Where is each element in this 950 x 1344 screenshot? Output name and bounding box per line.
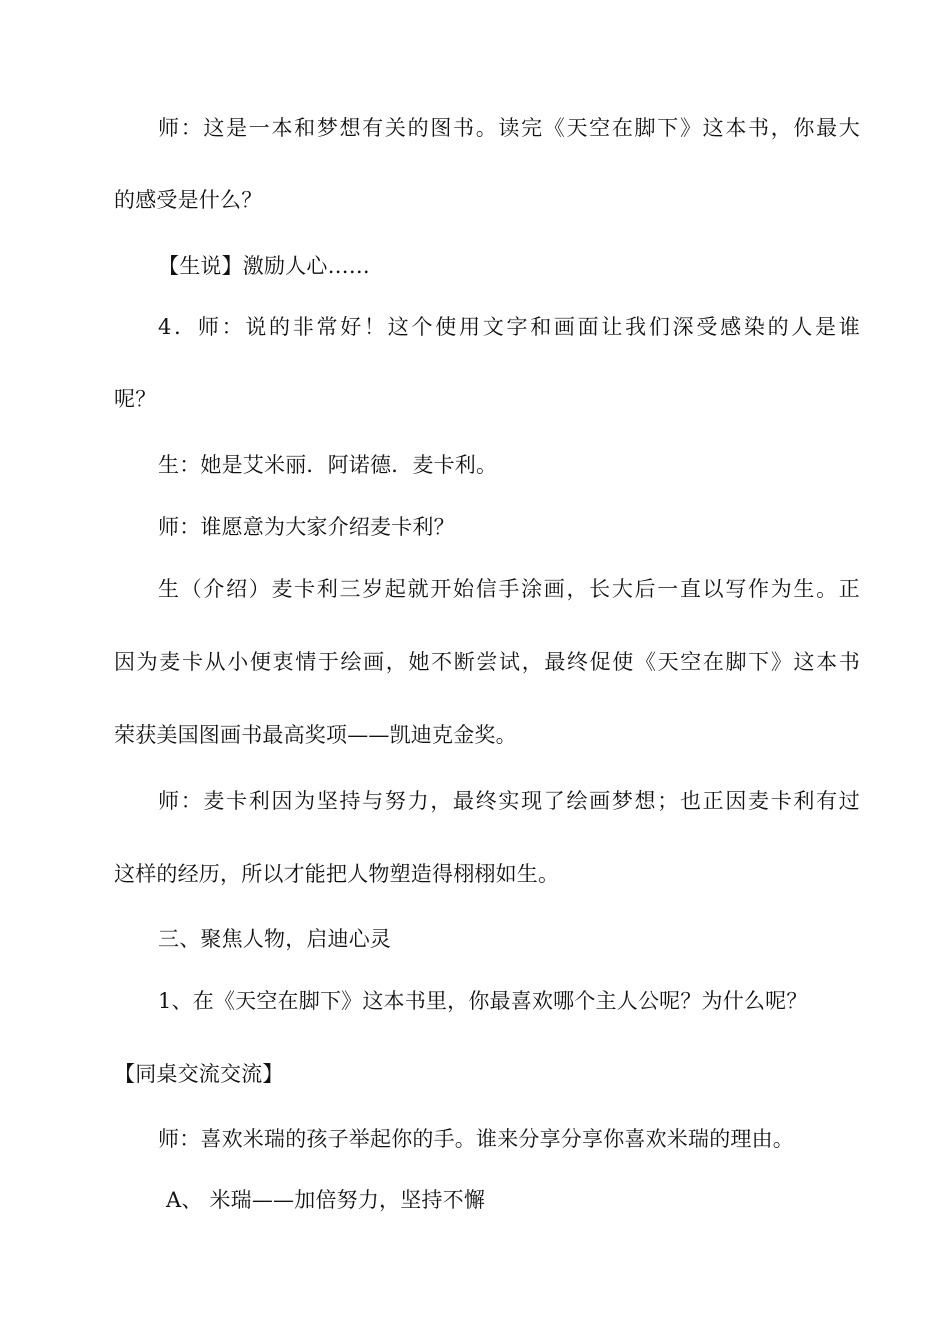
paragraph-line: 【生说】激励人心…… <box>158 254 370 278</box>
paragraph-line: 师：这是一本和梦想有关的图书。读完《天空在脚下》这本书，你最大 <box>158 116 860 140</box>
section-heading: 三、聚焦人物，启迪心灵 <box>158 927 392 951</box>
paragraph-line: 荣获美国图画书最高奖项——凯迪克金奖。 <box>114 723 517 747</box>
list-item: A、 米瑞——加倍努力，坚持不懈 <box>166 1188 486 1212</box>
paragraph-line: 生（介绍）麦卡利三岁起就开始信手涂画，长大后一直以写作为生。正 <box>158 577 860 601</box>
paragraph-line: 师：谁愿意为大家介绍麦卡利？ <box>158 515 455 539</box>
paragraph-line: 的感受是什么？ <box>114 188 263 212</box>
paragraph-line: 呢？ <box>114 387 157 411</box>
paragraph-line: 4．师：说的非常好！这个使用文字和画面让我们深受感染的人是谁 <box>158 315 860 339</box>
paragraph-line: 因为麦卡从小便衷情于绘画，她不断尝试，最终促使《天空在脚下》这本书 <box>114 650 860 674</box>
paragraph-line: 这样的经历，所以才能把人物塑造得栩栩如生。 <box>114 862 560 886</box>
paragraph-line: 1、在《天空在脚下》这本书里，你最喜欢哪个主人公呢？为什么呢？ <box>158 989 808 1013</box>
paragraph-line: 生：她是艾米丽．阿诺德．麦卡利。 <box>158 453 498 477</box>
paragraph-line: 【同桌交流交流】 <box>114 1062 284 1086</box>
paragraph-line: 师：麦卡利因为坚持与努力，最终实现了绘画梦想；也正因麦卡利有过 <box>158 789 860 813</box>
paragraph-line: 师：喜欢米瑞的孩子举起你的手。谁来分享分享你喜欢米瑞的理由。 <box>158 1127 794 1151</box>
